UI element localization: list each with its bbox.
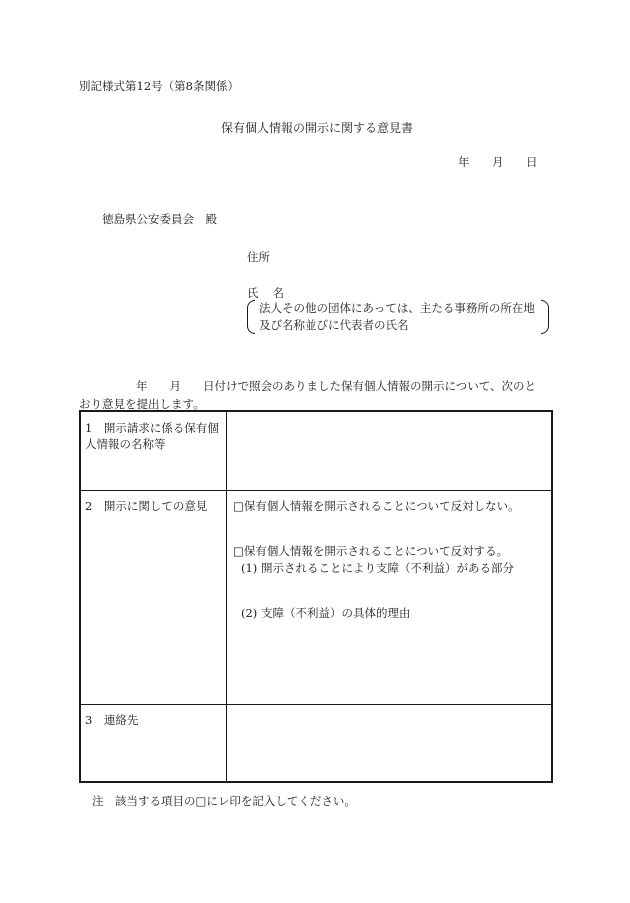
row-divider-1 — [81, 490, 551, 491]
addressee: 徳島県公安委員会 殿 — [102, 212, 217, 226]
opinion-table — [79, 410, 553, 783]
corporation-note — [247, 300, 549, 334]
sub-item-hindered-part: (1) 開示されることにより支障（不利益）がある部分 — [241, 561, 514, 575]
address-label: 住所 — [247, 250, 270, 264]
left-bracket — [247, 300, 255, 334]
date-line — [458, 154, 538, 170]
intro-line1 — [136, 378, 536, 394]
row2-label: 2 開示に関しての意見 — [85, 499, 208, 513]
form-reference: 別記様式第12号（第8条関係） — [79, 79, 239, 93]
name-label-a: 氏 — [247, 286, 259, 300]
option-not-oppose[interactable]: □保有個人情報を開示されることについて反対しない。 — [233, 499, 520, 513]
document-title: 保有個人情報の開示に関する意見書 — [221, 121, 414, 135]
date-year: 年 — [458, 155, 470, 169]
corporation-note-line1: 法人その他の団体にあっては、主たる事務所の所在地 — [259, 301, 535, 315]
footnote: 注 該当する項目の□にレ印を記入してください。 — [92, 794, 356, 808]
date-month: 月 — [492, 155, 504, 169]
intro-rest: 日付けで照会のありました保有個人情報の開示について、次のと — [203, 379, 537, 393]
intro-month: 月 — [169, 379, 181, 393]
row-divider-2 — [81, 704, 551, 705]
intro-line2: おり意見を提出します。 — [79, 397, 205, 411]
option-oppose[interactable]: □保有個人情報を開示されることについて反対する。 — [233, 544, 509, 558]
column-divider — [226, 412, 227, 781]
corporation-note-line2: 及び名称並びに代表者の氏名 — [259, 318, 409, 332]
row1-label: 1 開示請求に係る保有個人情報の名称等 — [85, 421, 219, 451]
name-label — [247, 285, 284, 301]
name-label-b: 名 — [272, 286, 284, 300]
row3-label: 3 連絡先 — [85, 713, 139, 727]
sub-item-specific-reason: (2) 支障（不利益）の具体的理由 — [241, 606, 411, 620]
date-day: 日 — [526, 155, 538, 169]
right-bracket — [541, 300, 549, 334]
intro-year: 年 — [136, 379, 148, 393]
